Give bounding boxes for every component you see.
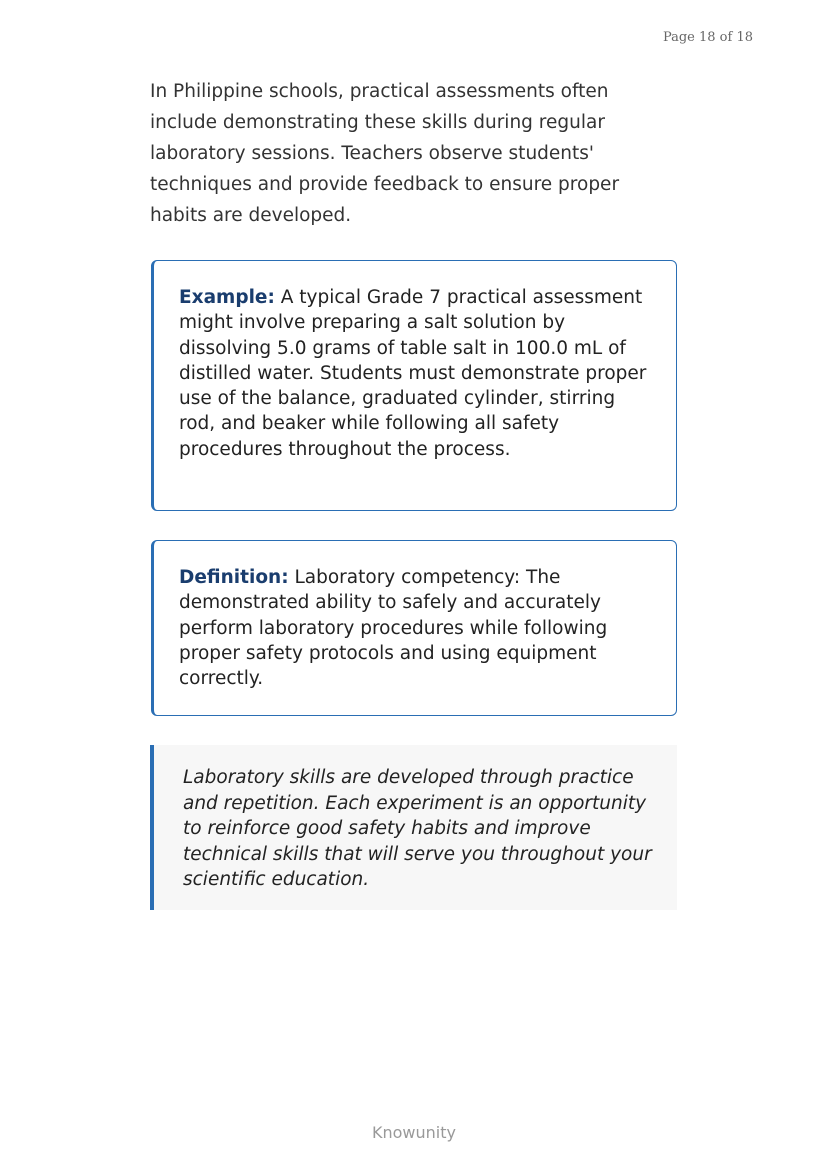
example-label: Example: <box>179 287 275 308</box>
page-number: Page 18 of 18 <box>662 30 753 45</box>
note-text: Laboratory skills are developed through practice and repetition. Each experiment is an opportunity to reinforce good safety habits and improve technical skills that will serve you throughout your scientific education. <box>183 767 652 891</box>
footer-brand: Knowunity <box>372 1123 456 1142</box>
note-callout <box>150 745 677 910</box>
example-text: A typical Grade 7 practical assessment might involve preparing a salt solution by dissolving 5.0 grams of table salt in 100.0 mL of distilled water. Students must demonstrate proper use of the balance, graduated cylinder, stirring rod, and beaker while following all safety procedures throughout the process. <box>179 287 647 460</box>
intro-paragraph: In Philippine schools, practical assessments often include demonstrating these skills during regular laboratory sessions. Teachers observe students' techniques and provide feedback to ensure proper habits are developed. <box>150 81 620 226</box>
definition-text: Laboratory competency: The demonstrated ability to safely and accurately perform laboratory procedures while following proper safety protocols and using equipment correctly. <box>179 567 608 690</box>
example-box <box>151 260 677 511</box>
definition-label: Definition: <box>179 567 289 588</box>
definition-box <box>151 540 677 716</box>
